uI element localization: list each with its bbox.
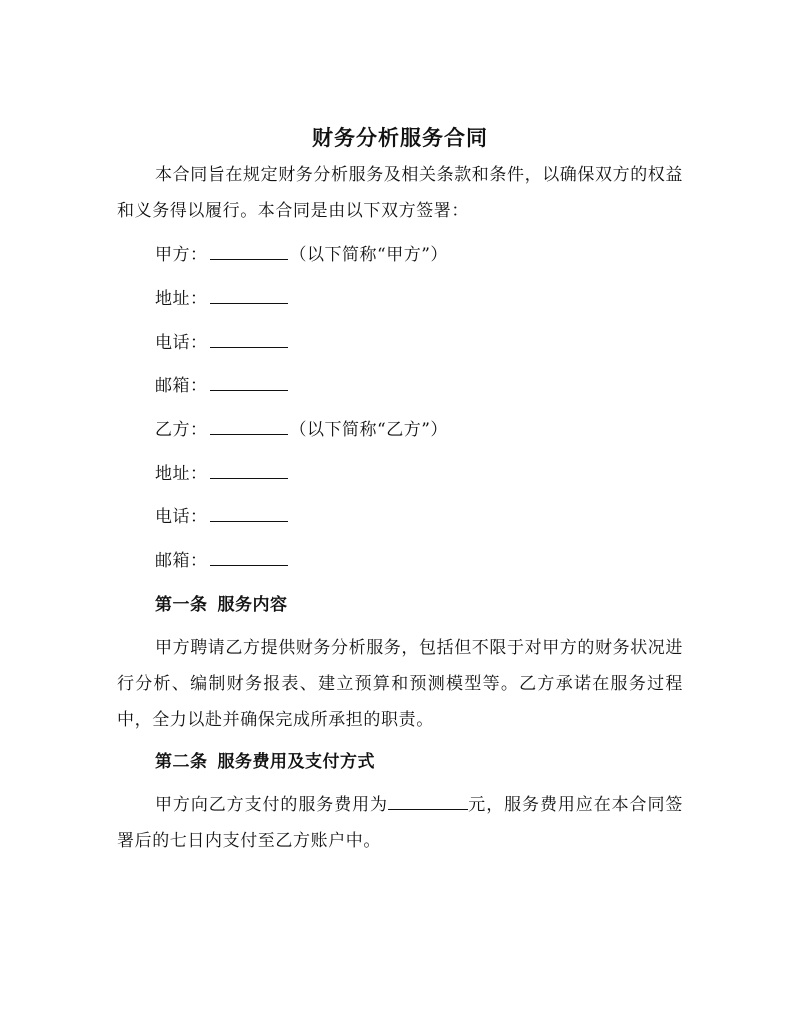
article-1-body: 甲方聘请乙方提供财务分析服务，包括但不限于对甲方的财务状况进行分析、编制财务报表、建立预算和预测模型等。乙方承诺在服务过程中，全力以赴并确保完成所承担的职责。 [117,638,683,730]
party-a-email-field [155,374,290,398]
article-2-body-after: 元，服务费用应在本合同签署后的七日内支付至乙方账户中。 [117,795,683,851]
party-b-phone-blank[interactable] [210,505,288,522]
party-b-address-field [155,462,290,486]
party-a-email-blank[interactable] [210,374,288,391]
service-fee-blank[interactable] [388,793,468,810]
party-a-phone-field [155,331,290,355]
party-a-name-blank[interactable] [210,243,288,260]
party-a-address-label: 地址： [155,289,208,309]
party-a-phone-blank[interactable] [210,331,288,348]
article-2-number: 第二条 [155,752,208,772]
article-1-heading [155,593,288,617]
party-b-email-blank[interactable] [210,549,288,566]
party-b-address-blank[interactable] [210,462,288,479]
party-a-name-suffix: （以下简称“甲方”） [289,245,448,265]
article-2-body [117,787,683,859]
party-a-phone-label: 电话： [155,333,208,353]
party-b-name-label: 乙方： [155,420,208,440]
party-b-address-label: 地址： [155,464,208,484]
article-1-title: 服务内容 [217,595,288,615]
party-b-email-field [155,549,290,573]
party-b-email-label: 邮箱： [155,551,208,571]
party-b-name-blank[interactable] [210,418,288,435]
party-b-phone-field [155,505,290,529]
party-a-name-label: 甲方： [155,245,208,265]
party-b-phone-label: 电话： [155,507,208,527]
party-b-name-suffix: （以下简称“乙方”） [289,420,448,440]
article-2-title: 服务费用及支付方式 [217,752,375,772]
party-a-address-field [155,287,290,311]
article-1-number: 第一条 [155,595,208,615]
article-2-body-before: 甲方向乙方支付的服务费用为 [155,795,388,815]
intro-paragraph: 本合同旨在规定财务分析服务及相关条款和条件，以确保双方的权益和义务得以履行。本合同是由以下双方签署： [117,165,683,221]
document-title: 财务分析服务合同 [312,125,488,150]
article-2-heading [155,750,375,774]
party-a-name-field [155,243,448,267]
party-b-name-field [155,418,448,442]
party-a-address-blank[interactable] [210,287,288,304]
party-a-email-label: 邮箱： [155,376,208,396]
